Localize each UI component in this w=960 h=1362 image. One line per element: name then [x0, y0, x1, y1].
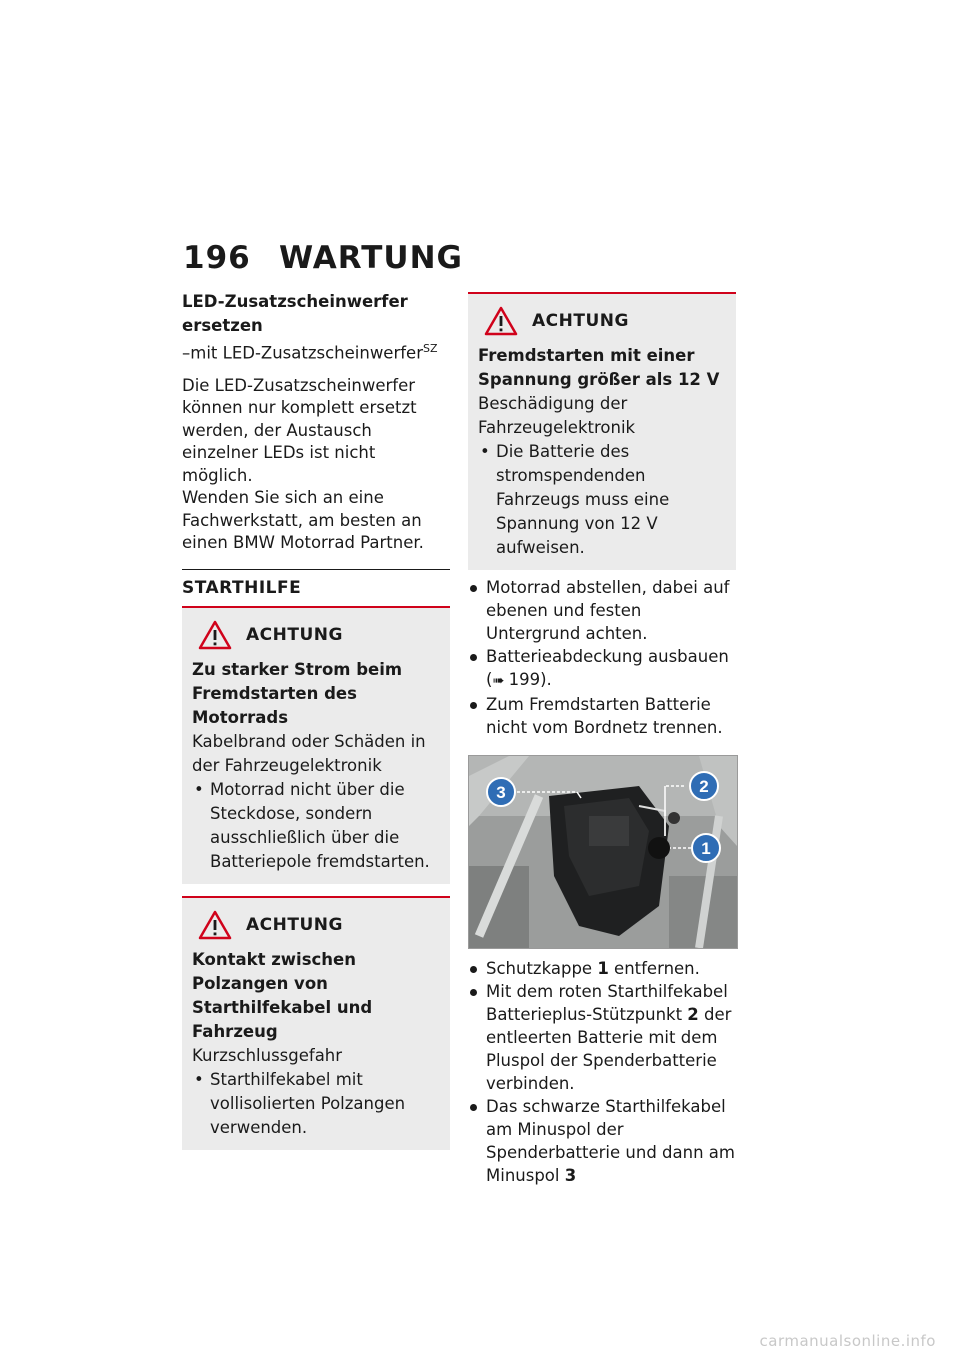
left-column [182, 290, 450, 1162]
page-reference: 199 [508, 670, 541, 689]
warning-triangle-icon [198, 620, 232, 650]
warning-text: Kurzschlussgefahr [192, 1045, 343, 1065]
section-title-starthilfe: STARTHILFE [182, 569, 450, 606]
warning-box-3 [468, 292, 736, 570]
step-4-text: Schutzkappe [486, 959, 598, 978]
battery-figure [468, 755, 738, 949]
warning-box-1 [182, 606, 450, 884]
warning-label: ACHTUNG [246, 624, 343, 645]
step-5 [468, 980, 736, 1095]
callout-3 [487, 778, 515, 806]
warning-text: Kabelbrand oder Schäden in der Fahrzeugelektronik [192, 731, 426, 775]
step-5-end: der entleerten Batterie mit dem Pluspol der Spenderbatterie verbinden. [486, 1005, 732, 1093]
warning-bullet: • Die Batterie des stromspendenden Fahrzeugs muss eine Spannung von 12 V aufweisen. [478, 440, 726, 560]
warning-bullet: • Starthilfekabel mit vollisolierten Polzangen verwenden. [192, 1068, 440, 1140]
callout-2 [690, 772, 718, 800]
step-3: Zum Fremdstarten Batterie nicht vom Bordnetz trennen. [468, 693, 736, 739]
warning-title: Zu starker Strom beim Fremdstarten des Motorrads [192, 659, 403, 727]
step-5-text: Mit dem roten Starthilfekabel Batterieplus-Stützpunkt [486, 982, 728, 1024]
battery-photo-illustration [469, 756, 737, 948]
warning-header [198, 620, 440, 650]
watermark: carmanualsonline.info [759, 1332, 936, 1350]
step-6-text: Das schwarze Starthilfekabel am Minuspol der Spenderbatterie und dann am Minuspol [486, 1097, 735, 1185]
warning-label: ACHTUNG [246, 914, 343, 935]
step-6 [468, 1095, 736, 1187]
svg-text:1: 1 [701, 839, 711, 858]
step-4 [468, 957, 736, 980]
condition-text: –mit LED-Zusatzscheinwerfer [182, 343, 423, 363]
warning-title: Kontakt zwischen Polzangen von Starthilfekabel und Fahrzeug [192, 949, 373, 1041]
subheading-line2: ersetzen [182, 316, 263, 335]
callout-1 [692, 834, 720, 862]
subheading-line1: LED-Zusatzscheinwerfer [182, 292, 408, 311]
warning-header [198, 910, 440, 940]
ref-number-3: 3 [564, 1166, 577, 1185]
warning-text: Beschädigung der Fahrzeugelektronik [478, 394, 636, 437]
ref-number-1: 1 [597, 959, 609, 978]
page-ref-arrow-icon: ➠ [492, 673, 509, 689]
warning-triangle-icon [198, 910, 232, 940]
right-column [468, 292, 736, 1187]
paragraph-1: Die LED-Zusatzscheinwerfer können nur komplett ersetzt werden, der Austausch einzelner LEDs ist nicht möglich. [182, 375, 417, 485]
step-2-text: Batterieabdeckung ausbauen ( [486, 647, 729, 689]
paragraph-2: Wenden Sie sich an eine Fachwerkstatt, am besten an einen BMW Motorrad Partner. [182, 488, 424, 552]
warning-triangle-icon [484, 306, 518, 336]
step-4-end: entfernen. [608, 959, 700, 978]
svg-text:3: 3 [496, 783, 506, 802]
step-2-end: ). [540, 670, 552, 689]
warning-header [484, 306, 726, 336]
chapter-title: WARTUNG [279, 240, 463, 276]
step-1: Motorrad abstellen, dabei auf ebenen und festen Untergrund achten. [468, 576, 736, 645]
warning-title: Fremdstarten mit einer Spannung größer als 12 V [478, 346, 720, 389]
step-2 [468, 645, 736, 693]
page-header [183, 240, 463, 276]
ref-number-2: 2 [687, 1005, 699, 1024]
page-number: 196 [183, 240, 251, 276]
condition-note [182, 338, 450, 365]
subheading-led [182, 290, 450, 338]
svg-text:2: 2 [699, 777, 709, 796]
warning-box-2 [182, 896, 450, 1150]
warning-label: ACHTUNG [532, 311, 629, 331]
condition-superscript: SZ [423, 342, 438, 355]
warning-bullet: • Motorrad nicht über die Steckdose, sondern ausschließlich über die Batteriepole fremdstarten. [192, 778, 440, 874]
